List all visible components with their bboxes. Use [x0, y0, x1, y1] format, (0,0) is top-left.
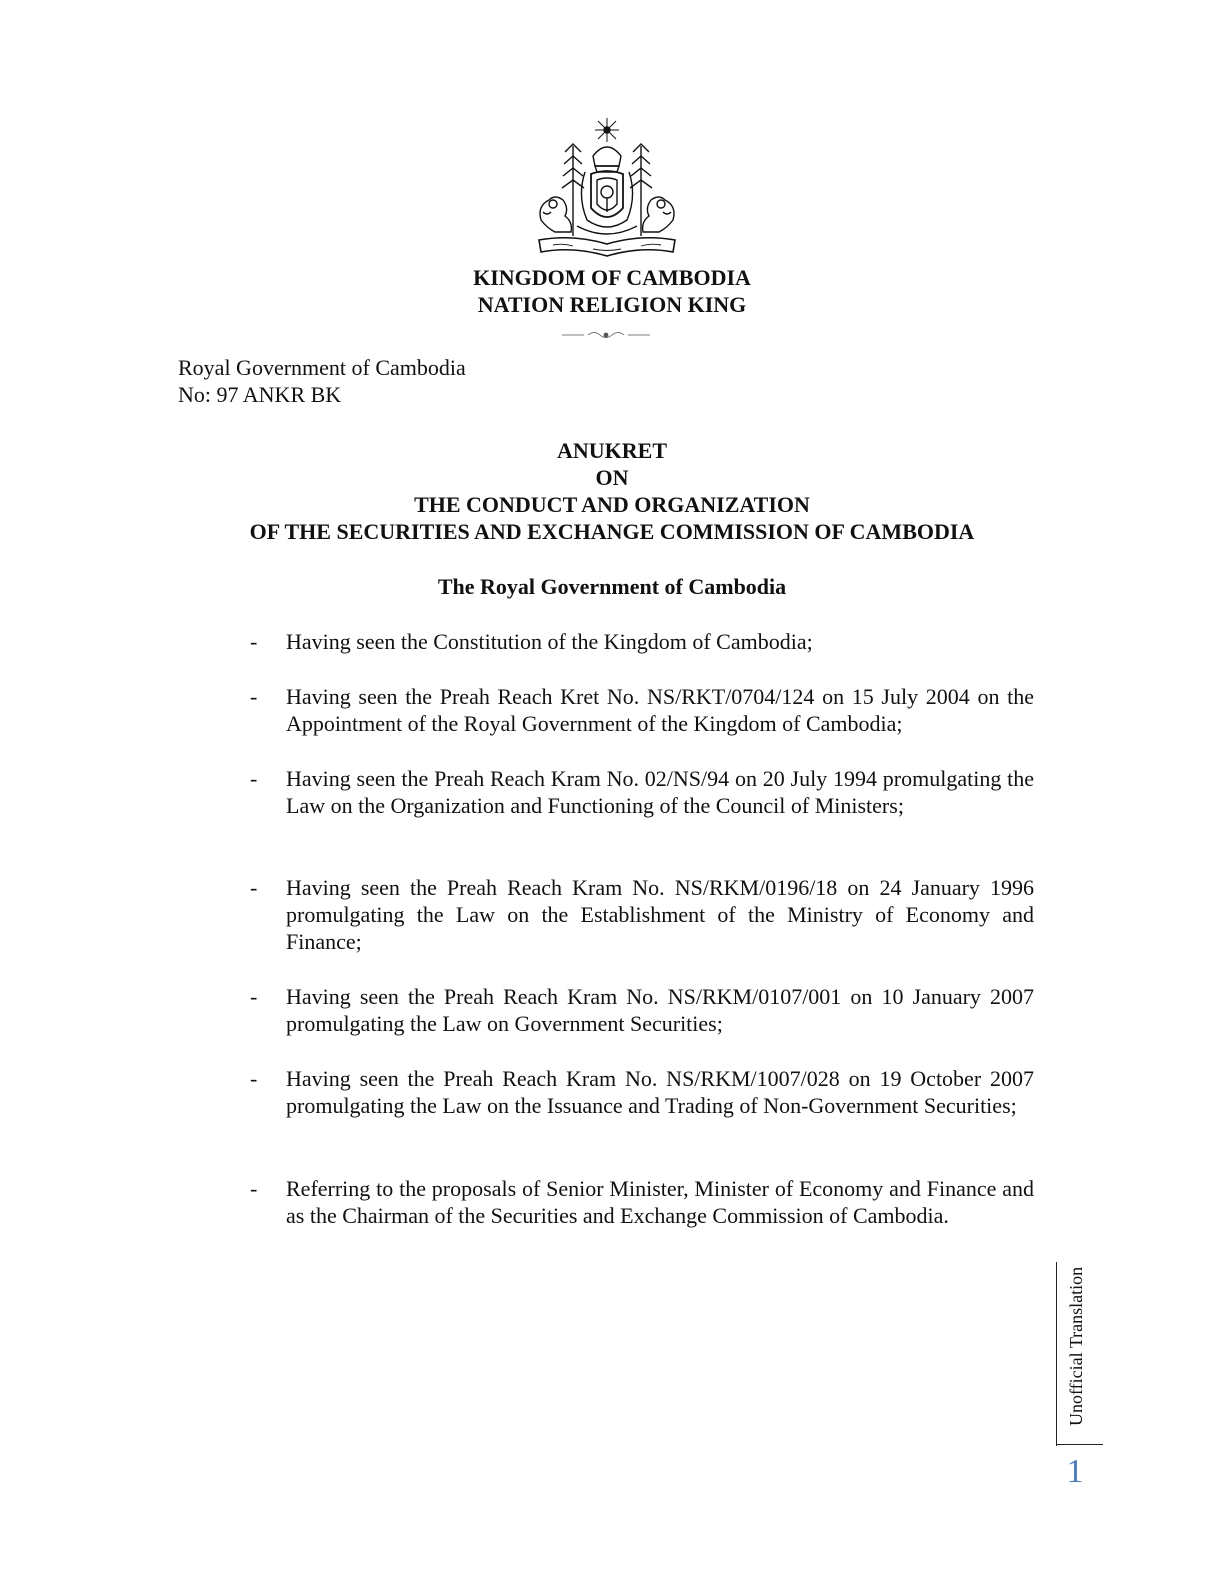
list-bullet: -	[250, 875, 258, 900]
list-item-text: Having seen the Preah Reach Kram No. NS/RKM/0196/18 on 24 January 1996 promulgating the Law on the Establishment of the Ministry of Economy and Finance;	[286, 875, 1034, 954]
list-item	[250, 683, 1034, 737]
document-type: ANUKRET	[556, 438, 667, 463]
list-bullet: -	[250, 684, 258, 709]
list-item	[250, 628, 1034, 655]
footer-divider	[1056, 1262, 1057, 1446]
list-item-text: Having seen the Constitution of the Kingdom of Cambodia;	[286, 629, 813, 654]
page-number: 1	[1066, 1453, 1084, 1490]
title-preposition: ON	[595, 465, 629, 490]
issuer-name: Royal Government of Cambodia	[178, 355, 466, 380]
list-item	[250, 874, 1034, 955]
footer-divider	[1056, 1444, 1103, 1445]
title-line: THE CONDUCT AND ORGANIZATION	[414, 492, 810, 517]
list-item	[250, 983, 1034, 1037]
list-bullet: -	[250, 629, 258, 654]
list-bullet: -	[250, 1066, 258, 1091]
decree-number: No: 97 ANKR BK	[178, 382, 342, 407]
list-item-text: Having seen the Preah Reach Kram No. 02/NS/94 on 20 July 1994 promulgating the Law on the Organization and Functioning of the Council of Ministers;	[286, 766, 1034, 818]
section-subtitle: The Royal Government of Cambodia	[437, 574, 787, 599]
list-item	[250, 765, 1034, 819]
list-item-text: Having seen the Preah Reach Kret No. NS/RKT/0704/124 on 15 July 2004 on the Appointment of the Royal Government of the Kingdom of Cambodia;	[286, 684, 1034, 736]
list-item-text: Having seen the Preah Reach Kram No. NS/RKM/0107/001 on 10 January 2007 promulgating the Law on Government Securities;	[286, 984, 1034, 1036]
list-item	[250, 1175, 1034, 1229]
unofficial-translation-label: Unofficial Translation	[1066, 1266, 1086, 1426]
list-bullet: -	[250, 984, 258, 1009]
list-item-text: Having seen the Preah Reach Kram No. NS/RKM/1007/028 on 19 October 2007 promulgating the Law on the Issuance and Trading of Non-Government Securities;	[286, 1066, 1034, 1118]
decorative-divider-icon	[560, 330, 652, 340]
royal-coat-of-arms-icon	[533, 116, 681, 262]
country-heading: KINGDOM OF CAMBODIA	[473, 265, 751, 290]
list-item	[250, 1065, 1034, 1119]
title-line: OF THE SECURITIES AND EXCHANGE COMMISSION OF CAMBODIA	[249, 519, 975, 544]
list-bullet: -	[250, 1176, 258, 1201]
list-bullet: -	[250, 766, 258, 791]
motto-heading: NATION RELIGION KING	[477, 292, 747, 317]
list-item-text: Referring to the proposals of Senior Minister, Minister of Economy and Finance and as the Chairman of the Securities and Exchange Commission of Cambodia.	[286, 1176, 1034, 1228]
